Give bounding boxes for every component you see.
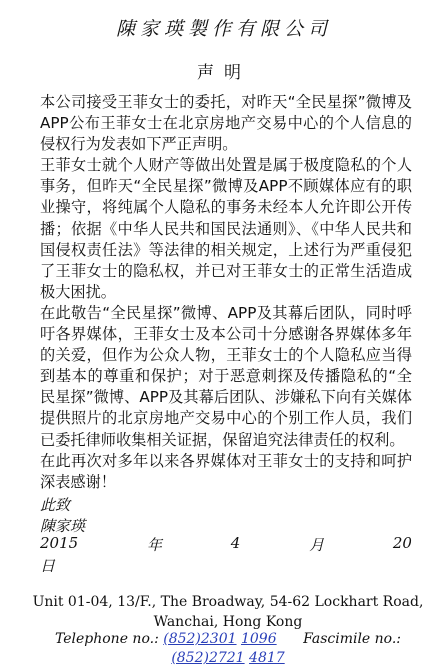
address-line-2: Wanchai, Hong Kong bbox=[153, 614, 303, 630]
date-day: 20 bbox=[392, 534, 412, 552]
date-day-unit: 日 bbox=[40, 557, 56, 575]
telephone-label: Telephone no.: bbox=[54, 631, 159, 647]
closing-salutation: 此致 bbox=[40, 496, 71, 514]
telephone-area-link[interactable]: (852)2301 bbox=[163, 631, 237, 647]
telephone-number-link[interactable]: 1096 bbox=[240, 631, 277, 647]
signature-date bbox=[40, 534, 412, 576]
date-year: 2015 bbox=[40, 534, 79, 552]
paragraph-3: 在此敬告“全民星探”微博、APP及其幕后团队，同时呼吁各界媒体，王菲女士及本公司十分感谢各界媒体多年的关爱，但作为公众人物，王菲女士的个人隐私应当得到基本的尊重和保护；对于恶意刺探及传播隐私的“全民星探”微博、APP及其幕后团队、涉嫌私下向有关媒体提供照片的北京房地产交易中心的个别工作人员，我们已委托律师收集相关证据，保留追究法律责任的权利。 bbox=[40, 303, 412, 449]
signatory-name: 陳家瑛 bbox=[40, 517, 86, 535]
paragraph-2: 王菲女士就个人财产等做出处置是属于极度隐私的个人事务，但昨天“全民星探”微博及APP不顾媒体应有的职业操守，将纯属个人隐私的事务未经本人允许即公开传播；依据《中华人民共和国民法通则》、《中华人民共和国侵权责任法》等法律的相关规定，上述行为严重侵犯了王菲女士的隐私权，并已对王菲女士的正常生活造成极大困扰。 bbox=[40, 156, 412, 301]
paragraph-4: 在此再次对多年以来各界媒体对王菲女士的支持和呵护深表感谢！ bbox=[40, 451, 412, 491]
date-month-unit: 月 bbox=[309, 536, 325, 554]
company-address bbox=[28, 592, 428, 632]
statement-body bbox=[40, 92, 412, 493]
company-name: 陳家瑛製作有限公司 bbox=[115, 18, 332, 40]
date-month: 4 bbox=[230, 534, 241, 552]
address-line-1: Unit 01-04, 13/F., The Broadway, 54-62 Lockhart Road, bbox=[32, 594, 424, 610]
statement-heading: 声明 bbox=[197, 63, 251, 83]
fax-number-link[interactable]: 4817 bbox=[249, 650, 285, 666]
fax-area-link[interactable]: (852)2721 bbox=[171, 650, 245, 666]
date-year-unit: 年 bbox=[146, 536, 162, 554]
paragraph-1: 本公司接受王菲女士的委托，对昨天“全民星探”微博及APP公布王菲女士在北京房地产交易中心的个人信息的侵权行为发表如下严正声明。 bbox=[40, 93, 412, 154]
fax-label: Fascimile no.: bbox=[303, 631, 402, 647]
contact-info bbox=[28, 630, 428, 668]
